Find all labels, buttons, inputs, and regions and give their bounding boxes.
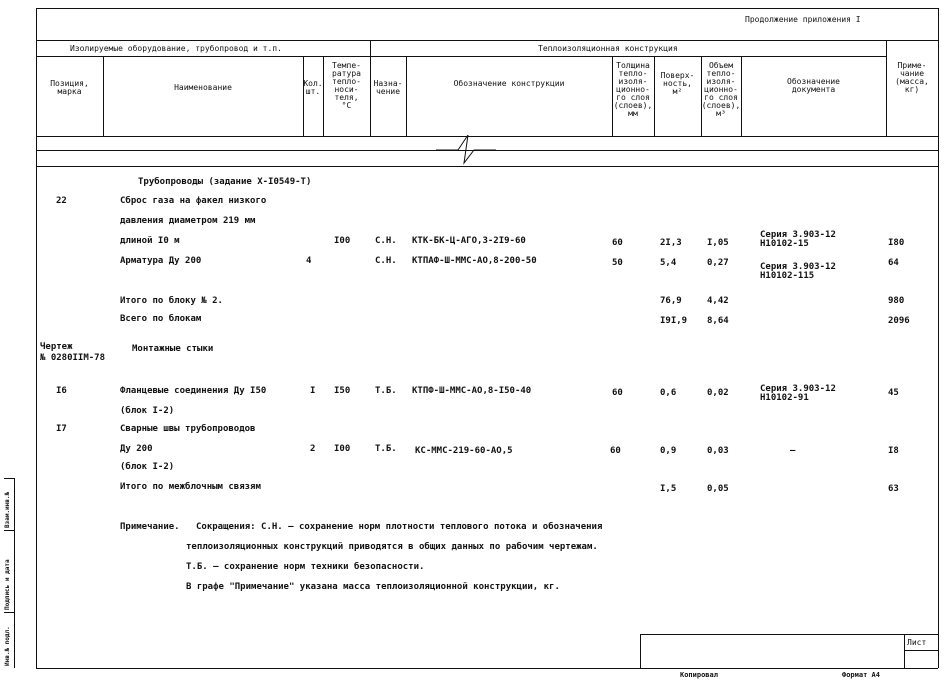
stamp-line (640, 634, 641, 668)
temp-value: I00 (334, 444, 351, 454)
construction-value: КС-ММС-219-60-АО,5 (415, 446, 513, 456)
col-construction: Обозначение конструкции (453, 79, 565, 88)
drawing-ref: № 0280IIМ-78 (40, 353, 106, 363)
header-group-line (36, 56, 886, 57)
item-name-line: Ду 200 (120, 444, 153, 454)
qty-value: 2 (310, 444, 316, 454)
stamp-line (904, 634, 905, 668)
total-block-label: Итого по блоку № 2. (120, 296, 223, 306)
document-line: Н10102-91 (760, 393, 809, 403)
side-inv-label: Инв.№ подл. (4, 626, 11, 666)
qty-value: I (310, 386, 316, 396)
col-line (741, 56, 742, 136)
temp-value: I00 (334, 236, 351, 246)
purpose-value: С.Н. (375, 236, 397, 246)
surface-value: 76,9 (660, 296, 682, 306)
purpose-value: Т.Б. (375, 444, 397, 454)
surface-value: I,5 (660, 484, 677, 494)
note-value: 980 (888, 296, 905, 306)
volume-value: 0,03 (707, 446, 729, 456)
document-dash: – (790, 446, 796, 456)
purpose-value: С.Н. (375, 256, 397, 266)
col-surface: Поверх- ность, м² (660, 71, 695, 96)
item-name-line: (блок I-2) (120, 406, 175, 416)
col-line (103, 56, 104, 136)
col-document: Обозначение документа (787, 77, 840, 94)
thickness-value: 60 (610, 446, 621, 456)
surface-value: 2I,3 (660, 238, 682, 248)
volume-value: 0,02 (707, 388, 729, 398)
surface-value: 5,4 (660, 258, 677, 268)
thickness-value: 60 (612, 388, 623, 398)
surface-value: 0,9 (660, 446, 677, 456)
col-position: Позиция, марка (50, 79, 89, 96)
frame-right (938, 8, 939, 668)
side-stamp-line (4, 530, 14, 531)
col-line (654, 56, 655, 136)
document-line: Серия 3.903-12 (760, 384, 836, 394)
purpose-value: Т.Б. (375, 386, 397, 396)
col-temp: Темпе- ратура тепло- носи- теля, °С (332, 61, 361, 110)
thickness-value: 60 (612, 238, 623, 248)
col-purpose: Назна- чение (373, 79, 403, 96)
construction-value: КТПАФ-Ш-ММС-АО,8-200-50 (412, 256, 537, 266)
note-line: Т.Б. – сохранение норм техники безопасности. (186, 562, 425, 572)
sheet-label: Лист (907, 638, 927, 647)
position-16: I6 (56, 386, 67, 396)
volume-value: I,05 (707, 238, 729, 248)
col-line (303, 56, 304, 136)
note-value: I8 (888, 446, 899, 456)
side-vzam-label: Взам.инв.№ (4, 491, 11, 528)
qty-value: 4 (306, 256, 312, 266)
temp-value: I50 (334, 386, 351, 396)
construction-value: КТПФ-Ш-ММС-АО,8-I50-40 (412, 386, 532, 396)
surface-value: I9I,9 (660, 316, 688, 326)
group-right-header: Теплоизоляционная конструкция (538, 44, 678, 53)
group-left-header: Изолируемые оборудование, трубопровод и т.п. (70, 44, 282, 53)
item-name-line: Сброс газа на факел низкого (120, 196, 267, 206)
header-top-line (36, 40, 938, 41)
volume-value: 8,64 (707, 316, 729, 326)
document-line: Н10102-15 (760, 239, 809, 249)
col-note: Приме- чание (масса, кг) (895, 61, 929, 94)
item-name-line: (блок I-2) (120, 462, 175, 472)
position-22: 22 (56, 196, 67, 206)
break-symbol (436, 135, 496, 175)
document-line: Серия 3.903-12 (760, 230, 836, 240)
note-line: теплоизоляционных конструкций приводятся в общих данных по рабочим чертежам. (186, 542, 598, 552)
item-name: Арматура Ду 200 (120, 256, 202, 266)
note-value: 2096 (888, 316, 910, 326)
note-line: Сокращения: С.Н. – сохранение норм плотности теплового потока и обозначения (196, 522, 603, 532)
note-value: 63 (888, 484, 899, 494)
volume-value: 0,05 (707, 484, 729, 494)
col-qty: Кол. шт. (303, 79, 323, 96)
col-thickness: Толщина тепло- изоля- ционно- го слоя (слоев), мм (613, 61, 653, 118)
side-sign-label: Подпись и дата (4, 559, 11, 610)
col-volume: Объем тепло- изоля- ционно- го слоя (слоев), м³ (701, 61, 741, 118)
copied-label: Копировал (680, 671, 718, 679)
frame-top (36, 8, 938, 9)
volume-value: 4,42 (707, 296, 729, 306)
note-line: В графе "Примечание" указана масса теплоизоляционной конструкции, кг. (186, 582, 560, 592)
item-name-line: Сварные швы трубопроводов (120, 424, 256, 434)
stamp-line (640, 634, 938, 635)
document-line: Н10102-115 (760, 271, 815, 281)
section-title: Трубопроводы (задание Х-I0549-Т) (138, 177, 312, 187)
document-line: Серия 3.903-12 (760, 262, 836, 272)
thickness-value: 50 (612, 258, 623, 268)
side-stamp-line (4, 478, 14, 479)
position-17: I7 (56, 424, 67, 434)
section-title: Монтажные стыки (132, 344, 214, 354)
interblock-total-label: Итого по межблочным связям (120, 482, 261, 492)
item-name-line: длиной I0 м (120, 236, 180, 246)
stamp-line (904, 650, 938, 651)
side-stamp-line (4, 612, 14, 613)
note-value: I80 (888, 238, 905, 248)
frame-left (36, 8, 37, 668)
note-value: 64 (888, 258, 899, 268)
frame-bottom (36, 668, 938, 669)
note-label: Примечание. (120, 522, 180, 532)
item-name-line: Фланцевые соединения Ду I50 (120, 386, 267, 396)
format-label: Формат А4 (842, 671, 880, 679)
continuation-label: Продолжение приложения I (745, 15, 861, 24)
construction-value: КТК-БК-Ц-АГО,3-2I9-60 (412, 236, 526, 246)
surface-value: 0,6 (660, 388, 677, 398)
item-name-line: давления диаметром 219 мм (120, 216, 256, 226)
col-name: Наименование (174, 83, 232, 92)
drawing-ref: Чертеж (40, 342, 73, 352)
side-stamp-line (14, 478, 15, 668)
total-all-label: Всего по блокам (120, 314, 202, 324)
volume-value: 0,27 (707, 258, 729, 268)
col-line (406, 56, 407, 136)
note-value: 45 (888, 388, 899, 398)
